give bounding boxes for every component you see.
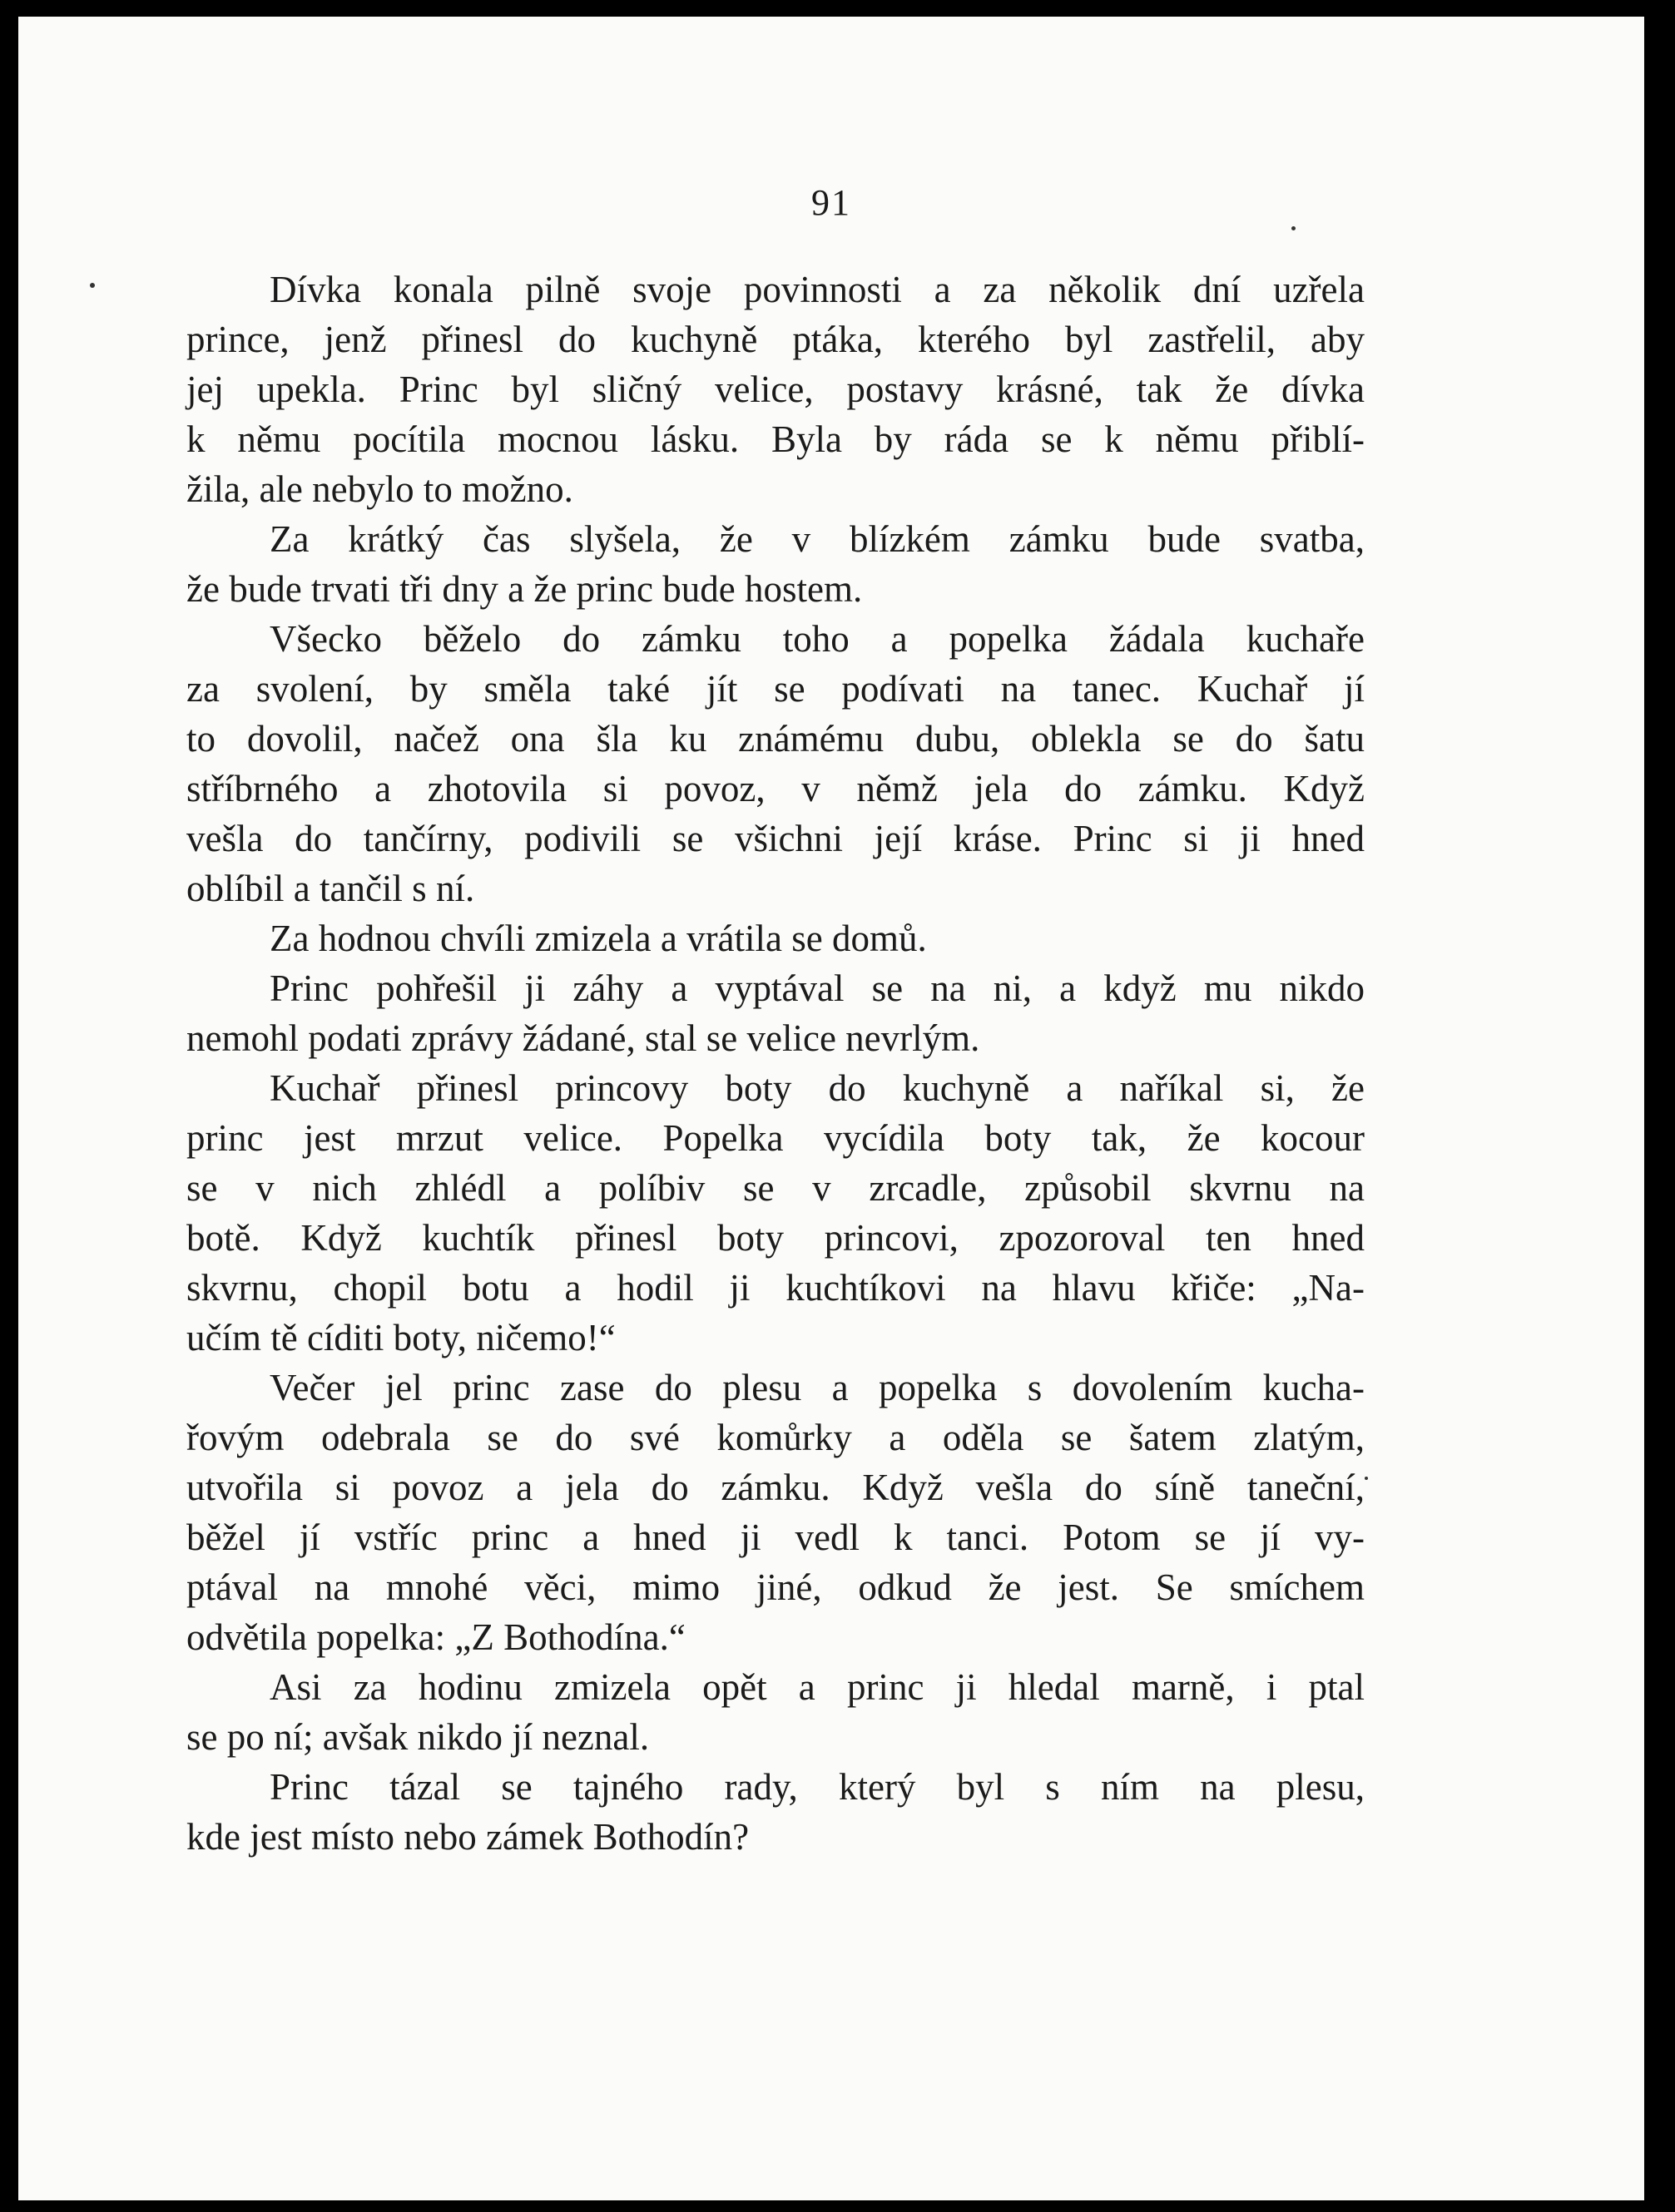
text-line: Večer jel princ zase do plesu a popelka s dovolením kucha-	[270, 1367, 1365, 1408]
text-line: Všecko běželo do zámku toho a popelka žádala kuchaře	[270, 618, 1365, 660]
speck-mark	[90, 283, 95, 288]
text-line: oblíbil a tančil s ní.	[186, 868, 475, 909]
text-line: jej upekla. Princ byl sličný velice, postavy krásné, tak že dívka	[186, 369, 1365, 410]
speck-mark	[1291, 226, 1296, 230]
paragraph	[186, 1662, 1365, 1762]
text-line: prince, jenž přinesl do kuchyně ptáka, kterého byl zastřelil, aby	[186, 319, 1365, 360]
paragraph	[186, 1762, 1365, 1862]
paragraph	[186, 913, 1365, 963]
paragraph	[186, 614, 1365, 913]
text-line: Princ tázal se tajného rady, který byl s ním na plesu,	[270, 1766, 1365, 1808]
paragraph	[186, 1363, 1365, 1662]
text-line: to dovolil, načež ona šla ku známému dubu, oblekla se do šatu	[186, 718, 1365, 760]
text-line: kde jest místo nebo zámek Bothodín?	[186, 1816, 750, 1858]
speck-mark	[1365, 1477, 1368, 1480]
text-line: Dívka konala pilně svoje povinnosti a za několik dní uzřela	[270, 269, 1365, 310]
text-line: žila, ale nebylo to možno.	[186, 468, 573, 510]
text-line: princ jest mrzut velice. Popelka vycídila boty tak, že kocour	[186, 1117, 1365, 1159]
text-line: botě. Když kuchtík přinesl boty princovi, zpozoroval ten hned	[186, 1217, 1365, 1259]
text-line: odvětila popelka: „Z Bothodína.“	[186, 1616, 686, 1658]
text-line: Asi za hodinu zmizela opět a princ ji hledal marně, i ptal	[270, 1666, 1365, 1708]
paragraph	[186, 963, 1365, 1063]
text-line: se v nich zhlédl a políbiv se v zrcadle, způsobil skvrnu na	[186, 1167, 1365, 1209]
text-line: nemohl podati zprávy žádané, stal se velice nevrlým.	[186, 1017, 980, 1059]
text-line: skvrnu, chopil botu a hodil ji kuchtíkovi na hlavu křiče: „Na-	[186, 1267, 1365, 1309]
text-line: utvořila si povoz a jela do zámku. Když vešla do síně taneční,	[186, 1467, 1365, 1508]
page-number: 91	[811, 182, 851, 223]
text-line: řovým odebrala se do své komůrky a oděla se šatem zlatým,	[186, 1417, 1365, 1458]
text-line: Za hodnou chvíli zmizela a vrátila se domů.	[270, 918, 927, 959]
text-line: ptával na mnohé věci, mimo jiné, odkud že jest. Se smíchem	[186, 1566, 1365, 1608]
text-line: vešla do tančírny, podivili se všichni její kráse. Princ si ji hned	[186, 818, 1365, 859]
text-line: za svolení, by směla také jít se podívati na tanec. Kuchař jí	[186, 668, 1365, 710]
paragraph	[186, 1063, 1365, 1363]
paragraph	[186, 265, 1365, 514]
text-line: k němu pocítila mocnou lásku. Byla by ráda se k němu přiblí-	[186, 418, 1365, 460]
text-line: Za krátký čas slyšela, že v blízkém zámku bude svatba,	[270, 518, 1365, 560]
text-line: že bude trvati tři dny a že princ bude hostem.	[186, 568, 863, 610]
body-text	[186, 265, 1365, 1862]
text-line: se po ní; avšak nikdo jí neznal.	[186, 1716, 650, 1758]
paragraph	[186, 514, 1365, 614]
text-line: běžel jí vstříc princ a hned ji vedl k tanci. Potom se jí vy-	[186, 1517, 1365, 1558]
text-line: stříbrného a zhotovila si povoz, v němž jela do zámku. Když	[186, 768, 1365, 809]
text-line: Princ pohřešil ji záhy a vyptával se na ni, a když mu nikdo	[270, 967, 1365, 1009]
text-line: učím tě cíditi boty, ničemo!“	[186, 1317, 616, 1358]
text-line: Kuchař přinesl princovy boty do kuchyně a naříkal si, že	[270, 1067, 1365, 1109]
